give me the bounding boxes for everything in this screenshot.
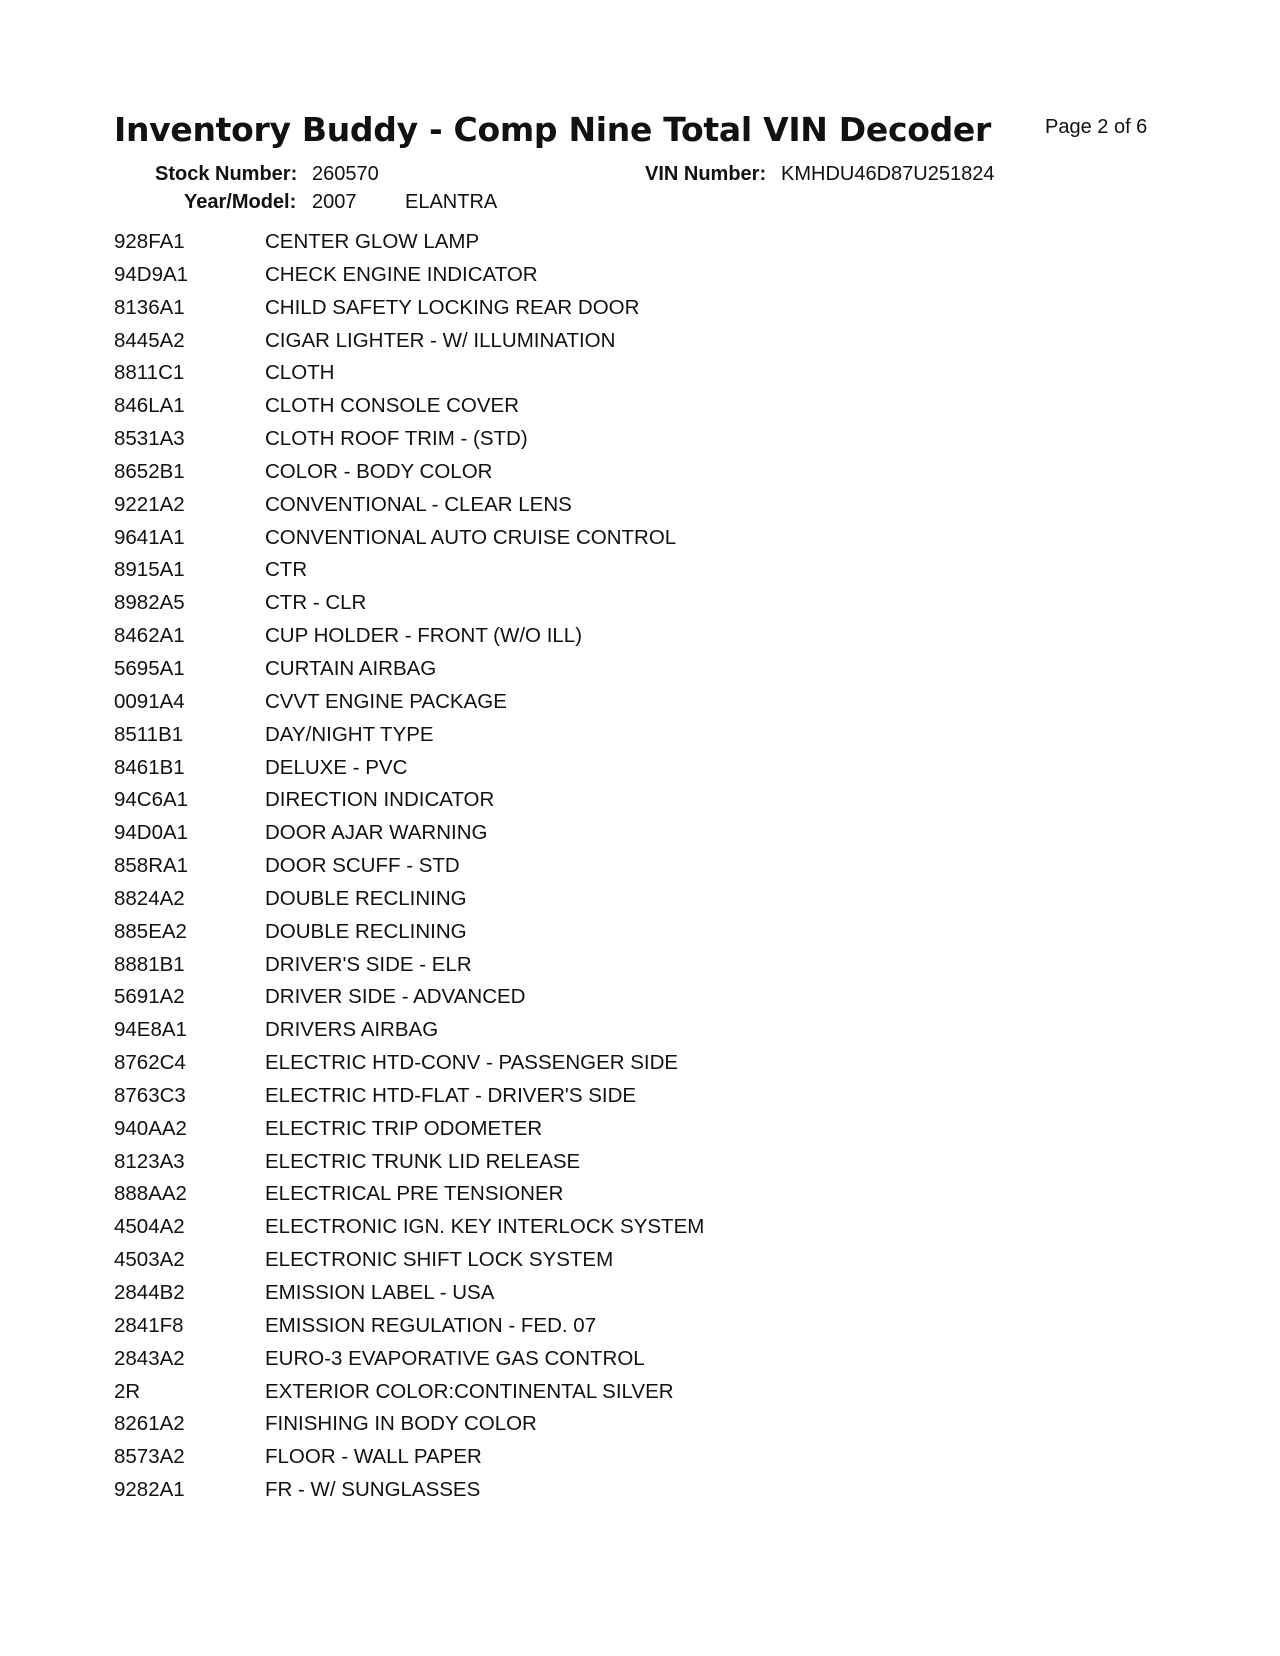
option-description: DOOR AJAR WARNING	[265, 821, 488, 845]
model-value: ELANTRA	[405, 191, 498, 213]
list-item	[0, 394, 1280, 427]
option-code: 94D9A1	[114, 262, 189, 286]
option-description: DIRECTION INDICATOR	[265, 788, 495, 812]
list-item	[0, 953, 1280, 986]
option-description: COLOR - BODY COLOR	[265, 459, 493, 483]
option-description: FR - W/ SUNGLASSES	[265, 1478, 481, 1502]
option-description: CLOTH CONSOLE COVER	[265, 394, 520, 418]
option-description: CHECK ENGINE INDICATOR	[265, 262, 538, 286]
option-code: 0091A4	[114, 689, 185, 713]
option-code: 928FA1	[114, 230, 185, 253]
option-code: 8811C1	[114, 361, 185, 385]
list-item	[0, 460, 1280, 493]
list-item	[0, 361, 1280, 394]
list-item	[0, 1314, 1280, 1347]
option-description: ELECTRONIC IGN. KEY INTERLOCK SYSTEM	[265, 1215, 705, 1239]
option-description: DOOR SCUFF - STD	[265, 854, 460, 878]
option-code: 8982A5	[114, 591, 185, 615]
option-description: FLOOR - WALL PAPER	[265, 1445, 482, 1469]
option-code: 2R	[114, 1379, 141, 1403]
page-number: Page 2 of 6	[1045, 116, 1148, 138]
option-code: 9641A1	[114, 525, 185, 549]
list-item	[0, 1182, 1280, 1215]
option-description: CLOTH	[265, 361, 335, 385]
vin-number-value: KMHDU46D87U251824	[781, 163, 995, 185]
option-description: ELECTRIC TRUNK LID RELEASE	[265, 1149, 581, 1173]
option-code: 8881B1	[114, 952, 185, 976]
list-item	[0, 887, 1280, 920]
option-description: ELECTRIC TRIP ODOMETER	[265, 1116, 543, 1140]
option-code: 8461B1	[114, 755, 185, 779]
list-item	[0, 821, 1280, 854]
option-description: CENTER GLOW LAMP	[265, 230, 480, 253]
option-code: 2843A2	[114, 1346, 185, 1370]
list-item	[0, 1347, 1280, 1380]
option-description: DELUXE - PVC	[265, 755, 408, 779]
option-code: 8511B1	[114, 722, 184, 746]
option-description: DAY/NIGHT TYPE	[265, 722, 434, 746]
option-description: CURTAIN AIRBAG	[265, 656, 437, 680]
stock-number-value: 260570	[312, 163, 379, 185]
list-item	[0, 788, 1280, 821]
year-value: 2007	[312, 191, 357, 213]
list-item	[0, 985, 1280, 1018]
option-description: DRIVER'S SIDE - ELR	[265, 952, 472, 976]
stock-number-label: Stock Number:	[155, 163, 298, 185]
option-description: ELECTRIC HTD-CONV - PASSENGER SIDE	[265, 1051, 679, 1075]
list-item	[0, 1478, 1280, 1511]
list-item	[0, 427, 1280, 460]
list-item	[0, 854, 1280, 887]
option-description: DRIVER SIDE - ADVANCED	[265, 985, 526, 1009]
option-description: FINISHING IN BODY COLOR	[265, 1412, 537, 1436]
option-description: EURO-3 EVAPORATIVE GAS CONTROL	[265, 1346, 645, 1370]
option-code: 2841F8	[114, 1313, 184, 1337]
option-code: 8573A2	[114, 1445, 185, 1469]
option-description: CLOTH ROOF TRIM - (STD)	[265, 427, 528, 451]
option-description: DRIVERS AIRBAG	[265, 1018, 439, 1042]
year-model-label: Year/Model:	[184, 191, 297, 213]
list-item	[0, 624, 1280, 657]
option-code: 5695A1	[114, 656, 185, 680]
option-description: CTR	[265, 558, 308, 582]
list-item	[0, 1412, 1280, 1445]
option-description: CUP HOLDER - FRONT (W/O ILL)	[265, 624, 583, 648]
list-item	[0, 558, 1280, 591]
list-item	[0, 1018, 1280, 1051]
option-description: CONVENTIONAL - CLEAR LENS	[265, 492, 572, 516]
option-code: 940AA2	[114, 1116, 187, 1140]
list-item	[0, 591, 1280, 624]
list-item	[0, 230, 1280, 263]
vin-number-label: VIN Number:	[645, 163, 767, 185]
list-item	[0, 329, 1280, 362]
option-code: 8652B1	[114, 459, 185, 483]
option-code: 94C6A1	[114, 788, 189, 812]
option-description: CHILD SAFETY LOCKING REAR DOOR	[265, 295, 640, 319]
option-code: 94E8A1	[114, 1018, 187, 1042]
option-code: 94D0A1	[114, 821, 189, 845]
list-item	[0, 1380, 1280, 1413]
list-item	[0, 1117, 1280, 1150]
option-code: 846LA1	[114, 394, 185, 418]
option-description: CVVT ENGINE PACKAGE	[265, 689, 507, 713]
option-code: 9221A2	[114, 492, 185, 516]
option-code: 8762C4	[114, 1051, 186, 1075]
option-code: 8824A2	[114, 886, 185, 910]
list-item	[0, 756, 1280, 789]
option-description: EXTERIOR COLOR:CONTINENTAL SILVER	[265, 1379, 674, 1403]
list-item	[0, 493, 1280, 526]
option-code: 8261A2	[114, 1412, 185, 1436]
list-item	[0, 723, 1280, 756]
option-code: 5691A2	[114, 985, 185, 1009]
option-code: 8123A3	[114, 1149, 185, 1173]
list-item	[0, 1445, 1280, 1478]
option-code: 8915A1	[114, 558, 185, 582]
option-code: 4504A2	[114, 1215, 185, 1239]
option-code: 4503A2	[114, 1248, 185, 1272]
option-description: EMISSION LABEL - USA	[265, 1281, 495, 1304]
option-code: 885EA2	[114, 919, 187, 943]
list-item	[0, 1084, 1280, 1117]
list-item	[0, 526, 1280, 559]
option-code: 8445A2	[114, 328, 185, 352]
option-list	[0, 230, 1280, 1511]
list-item	[0, 1215, 1280, 1248]
option-code: 8136A1	[114, 295, 185, 319]
option-code: 888AA2	[114, 1182, 187, 1206]
option-description: ELECTRONIC SHIFT LOCK SYSTEM	[265, 1248, 614, 1272]
list-item	[0, 1248, 1280, 1281]
option-code: 8531A3	[114, 427, 185, 451]
option-description: CIGAR LIGHTER - W/ ILLUMINATION	[265, 328, 616, 352]
option-code: 2844B2	[114, 1281, 185, 1304]
list-item	[0, 1051, 1280, 1084]
list-item	[0, 920, 1280, 953]
list-item	[0, 263, 1280, 296]
option-description: EMISSION REGULATION - FED. 07	[265, 1313, 597, 1337]
option-code: 8462A1	[114, 624, 185, 648]
option-description: ELECTRICAL PRE TENSIONER	[265, 1182, 564, 1206]
list-item	[0, 1150, 1280, 1183]
option-description: DOUBLE RECLINING	[265, 919, 467, 943]
list-item	[0, 296, 1280, 329]
report-title: Inventory Buddy - Comp Nine Total VIN Decoder	[114, 110, 991, 149]
option-code: 858RA1	[114, 854, 189, 878]
list-item	[0, 1281, 1280, 1314]
list-item	[0, 657, 1280, 690]
option-code: 8763C3	[114, 1083, 186, 1107]
option-description: CONVENTIONAL AUTO CRUISE CONTROL	[265, 525, 677, 549]
option-description: CTR - CLR	[265, 591, 367, 615]
option-code: 9282A1	[114, 1478, 185, 1502]
option-description: DOUBLE RECLINING	[265, 886, 467, 910]
option-description: ELECTRIC HTD-FLAT - DRIVER'S SIDE	[265, 1083, 637, 1107]
list-item	[0, 690, 1280, 723]
